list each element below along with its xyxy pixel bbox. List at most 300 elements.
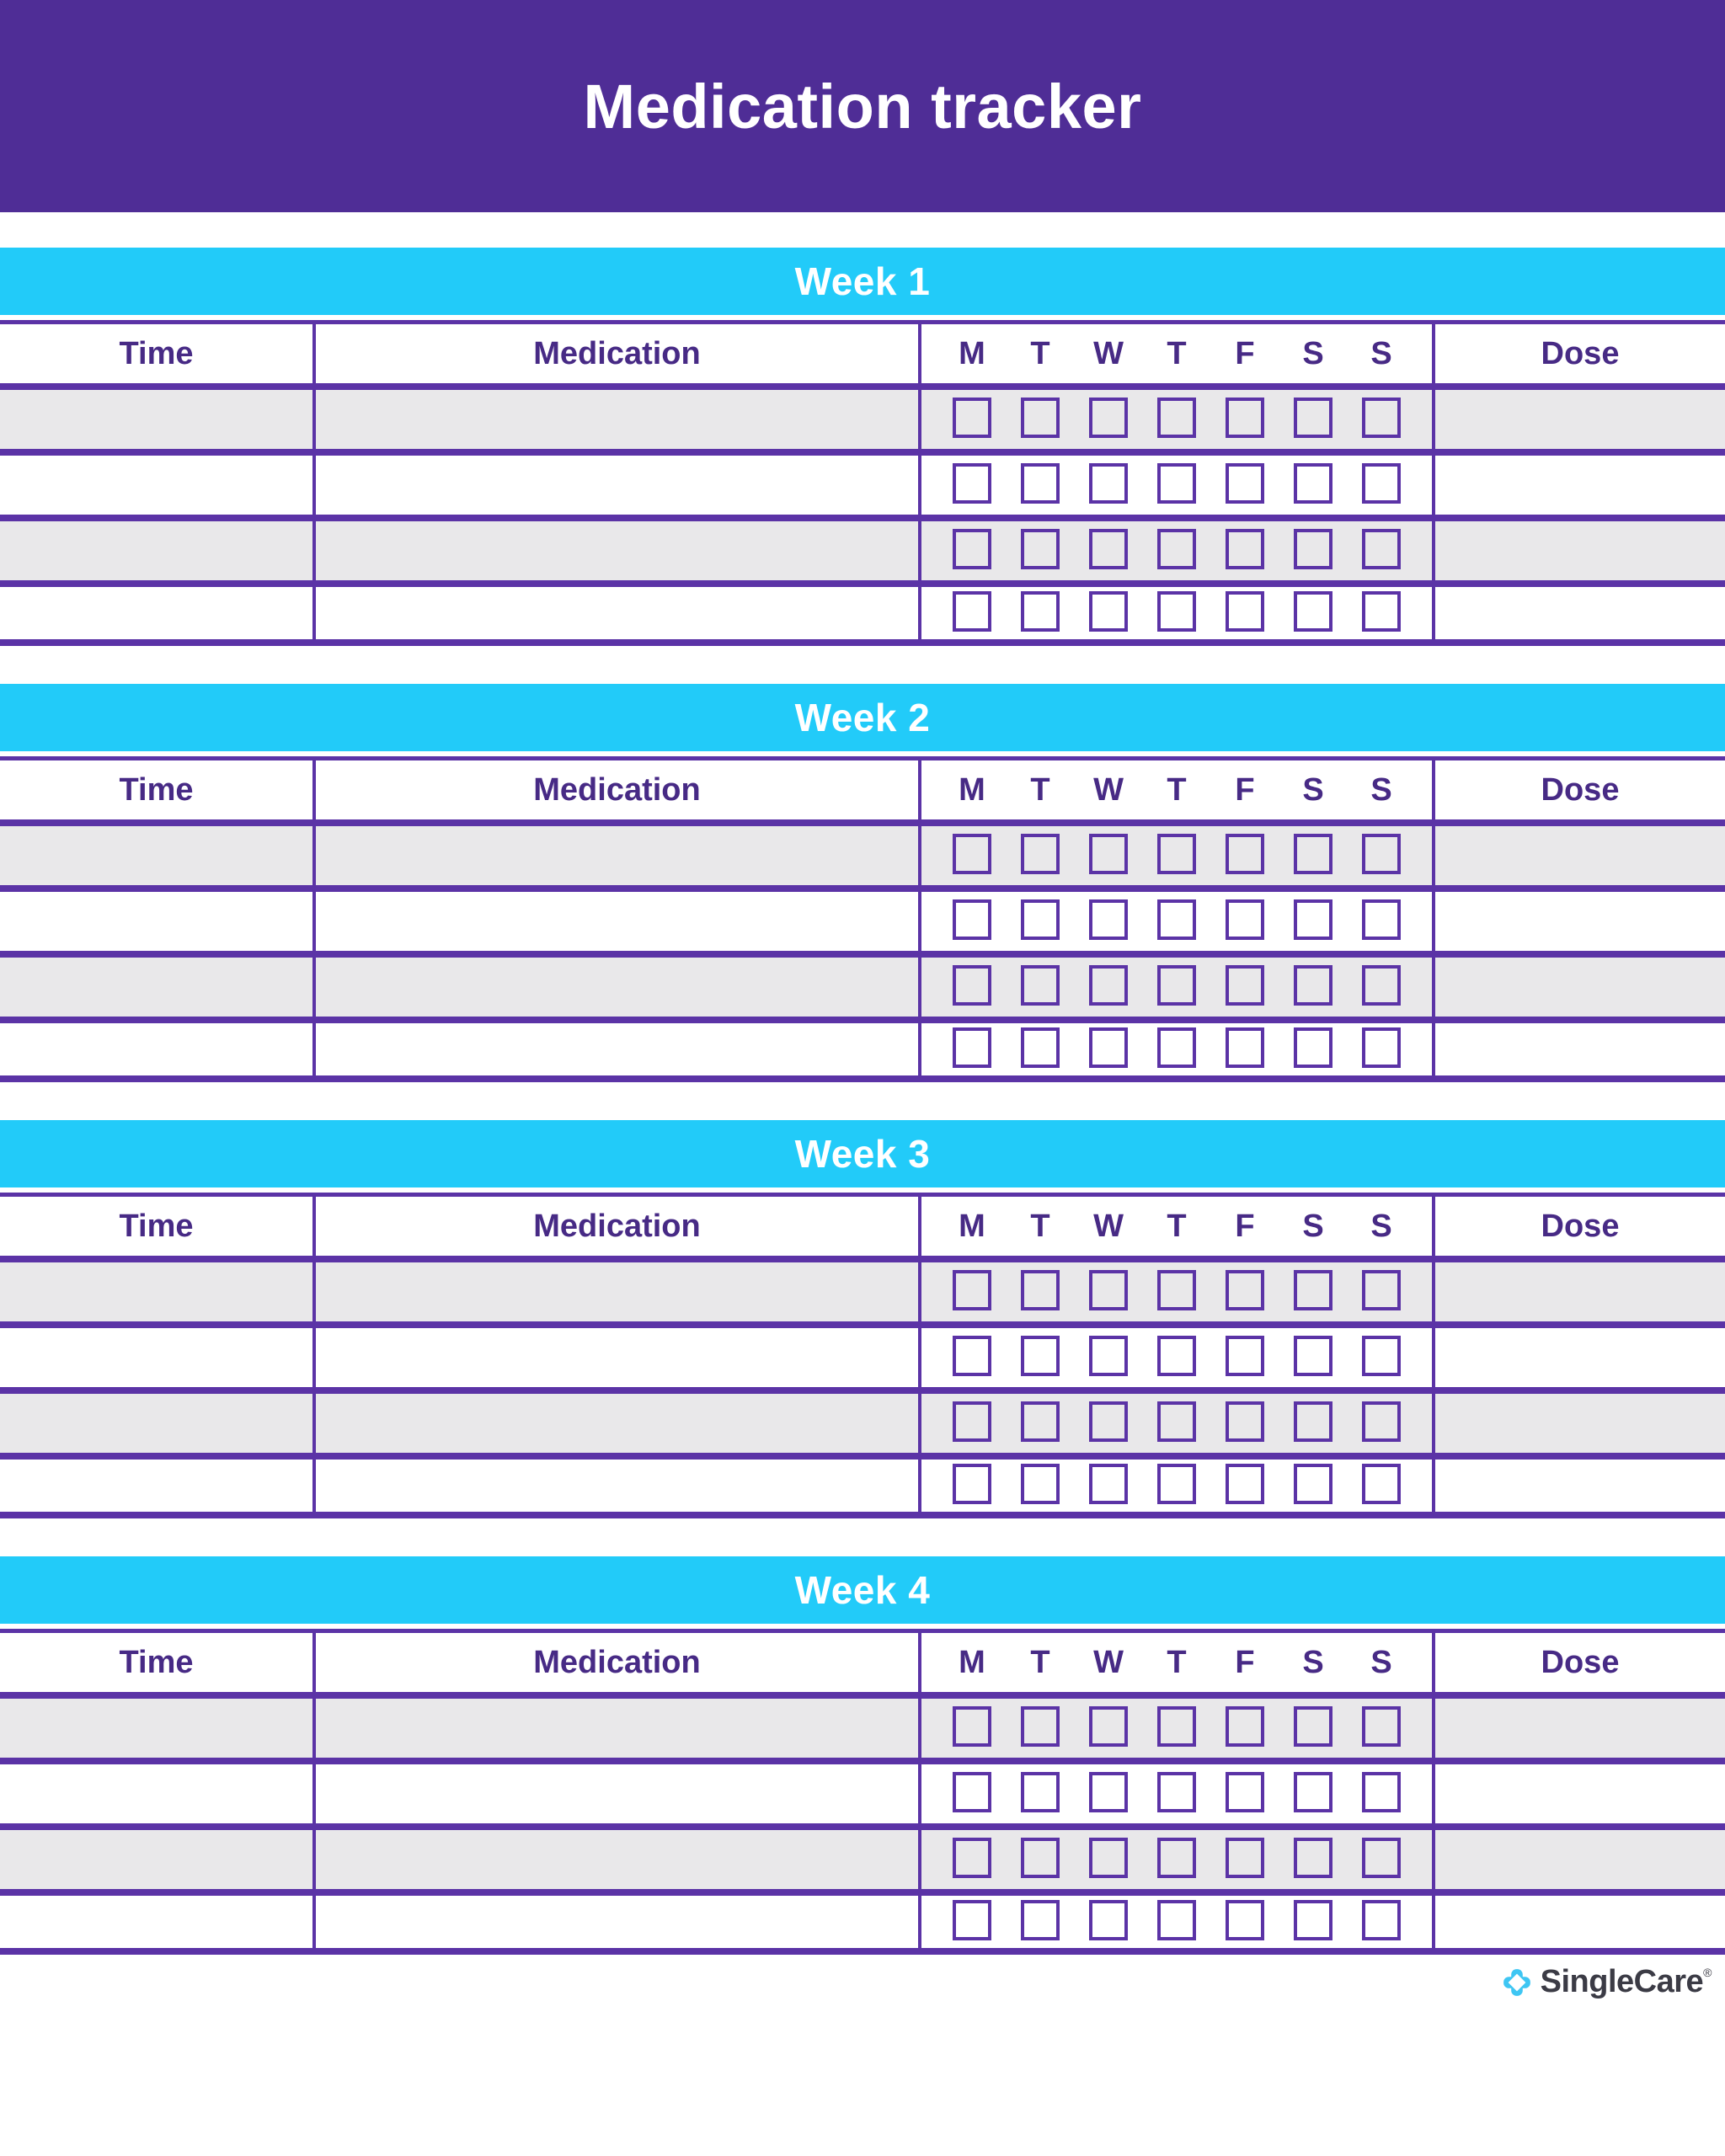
week-section — [0, 1120, 1725, 1518]
medication-table — [0, 1193, 1725, 1518]
day-checkbox-saturday[interactable] — [1294, 1270, 1332, 1310]
time-cell[interactable] — [0, 892, 316, 951]
day-checkbox-wednesday[interactable] — [1089, 591, 1128, 632]
checkbox-slot — [1348, 903, 1416, 940]
day-letter-friday: F — [1235, 1644, 1255, 1680]
checkbox-slot — [1143, 969, 1211, 1006]
checkbox-slot — [938, 1273, 1007, 1310]
checkbox-slot — [1007, 1841, 1075, 1878]
singlecare-logo-text — [1541, 1964, 1712, 2000]
time-cell[interactable] — [0, 1830, 316, 1889]
checkbox-slot — [1143, 1710, 1211, 1747]
medication-cell[interactable] — [316, 390, 921, 449]
checkbox-slot — [1143, 1775, 1211, 1812]
checkbox-slot — [1075, 837, 1143, 874]
day-checkbox-sunday[interactable] — [1362, 529, 1401, 569]
day-checkbox-wednesday[interactable] — [1089, 1270, 1128, 1310]
checkbox-slot — [938, 1031, 1007, 1068]
dose-cell[interactable] — [1435, 1023, 1725, 1075]
day-checkbox-wednesday[interactable] — [1089, 1401, 1128, 1442]
table-row — [0, 1453, 1725, 1518]
time-cell[interactable] — [0, 826, 316, 885]
checkbox-slot — [1075, 1405, 1143, 1442]
checkbox-slot — [1279, 1339, 1348, 1376]
day-checkbox-group — [921, 1023, 1435, 1075]
day-checkbox-group — [921, 958, 1435, 1017]
checkbox-slot — [1279, 595, 1348, 632]
checkbox-slot — [1143, 1273, 1211, 1310]
day-checkbox-thursday[interactable] — [1157, 591, 1196, 632]
day-checkbox-group — [921, 1262, 1435, 1321]
day-checkbox-monday[interactable] — [953, 591, 991, 632]
checkbox-slot — [938, 1841, 1007, 1878]
day-checkbox-sunday[interactable] — [1362, 1900, 1401, 1940]
day-checkbox-friday[interactable] — [1226, 1464, 1264, 1504]
medication-cell[interactable] — [316, 1699, 921, 1758]
medication-column-header-cell — [316, 760, 921, 819]
checkbox-slot — [1211, 1405, 1279, 1442]
checkbox-slot — [1143, 532, 1211, 569]
day-checkbox-sunday[interactable] — [1362, 1336, 1401, 1376]
checkbox-slot — [938, 969, 1007, 1006]
medication-cell[interactable] — [316, 456, 921, 515]
checkbox-slot — [938, 1339, 1007, 1376]
day-checkbox-tuesday[interactable] — [1021, 1336, 1060, 1376]
checkbox-slot — [1211, 1841, 1279, 1878]
day-checkbox-monday[interactable] — [953, 899, 991, 940]
checkbox-slot — [1075, 1467, 1143, 1504]
day-checkbox-saturday[interactable] — [1294, 1336, 1332, 1376]
table-row — [0, 1017, 1725, 1082]
day-checkbox-saturday[interactable] — [1294, 1838, 1332, 1878]
dose-cell[interactable] — [1435, 1460, 1725, 1512]
day-checkbox-wednesday[interactable] — [1089, 1027, 1128, 1068]
day-letter-tuesday: T — [1030, 1644, 1050, 1680]
day-checkbox-friday[interactable] — [1226, 1270, 1264, 1310]
day-checkbox-tuesday[interactable] — [1021, 965, 1060, 1006]
checkbox-slot — [1348, 969, 1416, 1006]
day-checkbox-wednesday[interactable] — [1089, 1336, 1128, 1376]
time-cell[interactable] — [0, 390, 316, 449]
checkbox-slot — [938, 1467, 1007, 1504]
checkbox-slot — [1211, 1903, 1279, 1940]
checkbox-slot — [1075, 1903, 1143, 1940]
medication-cell[interactable] — [316, 1394, 921, 1453]
day-checkbox-monday[interactable] — [953, 1270, 991, 1310]
day-checkbox-wednesday[interactable] — [1089, 899, 1128, 940]
day-checkbox-monday[interactable] — [953, 965, 991, 1006]
medication-cell[interactable] — [316, 1328, 921, 1387]
day-checkbox-saturday[interactable] — [1294, 529, 1332, 569]
table-row — [0, 383, 1725, 449]
day-checkbox-saturday[interactable] — [1294, 1027, 1332, 1068]
day-checkbox-tuesday[interactable] — [1021, 1464, 1060, 1504]
dose-cell[interactable] — [1435, 1764, 1725, 1823]
day-checkbox-monday[interactable] — [953, 1706, 991, 1747]
day-checkbox-saturday[interactable] — [1294, 398, 1332, 438]
day-checkbox-wednesday[interactable] — [1089, 1838, 1128, 1878]
day-checkbox-friday[interactable] — [1226, 1772, 1264, 1812]
day-letter-sunday: S — [1370, 335, 1392, 371]
day-checkbox-sunday[interactable] — [1362, 1401, 1401, 1442]
page-header-banner — [0, 0, 1725, 212]
day-checkbox-sunday[interactable] — [1362, 899, 1401, 940]
day-checkbox-group — [921, 1764, 1435, 1823]
day-checkbox-thursday[interactable] — [1157, 529, 1196, 569]
checkbox-slot — [1075, 467, 1143, 504]
checkbox-slot — [1348, 532, 1416, 569]
medication-cell[interactable] — [316, 958, 921, 1017]
checkbox-slot — [1007, 532, 1075, 569]
day-checkbox-saturday[interactable] — [1294, 1900, 1332, 1940]
checkbox-slot — [1211, 1031, 1279, 1068]
day-checkbox-sunday[interactable] — [1362, 398, 1401, 438]
registered-trademark: ® — [1703, 1966, 1712, 1979]
medication-cell[interactable] — [316, 826, 921, 885]
day-letter-wednesday: W — [1093, 335, 1124, 371]
table-row — [0, 449, 1725, 515]
day-checkbox-friday[interactable] — [1226, 398, 1264, 438]
table-row — [0, 1823, 1725, 1889]
time-column-header-cell — [0, 1633, 316, 1692]
day-checkbox-tuesday[interactable] — [1021, 1772, 1060, 1812]
checkbox-slot — [1279, 1031, 1348, 1068]
day-checkbox-sunday[interactable] — [1362, 463, 1401, 504]
dose-cell[interactable] — [1435, 1328, 1725, 1387]
week-title-bar — [0, 684, 1725, 751]
day-checkbox-friday[interactable] — [1226, 463, 1264, 504]
day-letter-tuesday: T — [1030, 771, 1050, 808]
checkbox-slot — [1348, 1405, 1416, 1442]
medication-cell[interactable] — [316, 521, 921, 580]
week-title-bar — [0, 1556, 1725, 1624]
day-checkbox-sunday[interactable] — [1362, 834, 1401, 874]
table-row — [0, 1889, 1725, 1955]
day-checkbox-monday[interactable] — [953, 1336, 991, 1376]
checkbox-slot — [1348, 401, 1416, 438]
day-letter-friday: F — [1235, 335, 1255, 371]
checkbox-slot — [1279, 1710, 1348, 1747]
day-checkbox-thursday[interactable] — [1157, 1464, 1196, 1504]
day-checkbox-wednesday[interactable] — [1089, 463, 1128, 504]
day-checkbox-saturday[interactable] — [1294, 899, 1332, 940]
day-checkbox-wednesday[interactable] — [1089, 1464, 1128, 1504]
day-checkbox-saturday[interactable] — [1294, 1706, 1332, 1747]
checkbox-slot — [1211, 1339, 1279, 1376]
day-checkbox-monday[interactable] — [953, 1772, 991, 1812]
day-checkbox-friday[interactable] — [1226, 1838, 1264, 1878]
time-cell[interactable] — [0, 1699, 316, 1758]
time-cell[interactable] — [0, 958, 316, 1017]
day-letter-saturday: S — [1302, 771, 1324, 808]
day-checkbox-tuesday[interactable] — [1021, 1706, 1060, 1747]
day-checkbox-group — [921, 826, 1435, 885]
day-letter-thursday: T — [1167, 1644, 1187, 1680]
day-checkbox-thursday[interactable] — [1157, 1401, 1196, 1442]
day-checkbox-sunday[interactable] — [1362, 1027, 1401, 1068]
checkbox-slot — [1143, 1903, 1211, 1940]
day-checkbox-thursday[interactable] — [1157, 1336, 1196, 1376]
time-cell[interactable] — [0, 1023, 316, 1075]
dose-column-header-cell — [1435, 760, 1725, 819]
checkbox-slot — [1007, 401, 1075, 438]
day-checkbox-thursday[interactable] — [1157, 463, 1196, 504]
week-title: Week 1 — [794, 259, 931, 303]
table-row — [0, 1256, 1725, 1321]
checkbox-slot — [1143, 1405, 1211, 1442]
dose-cell[interactable] — [1435, 521, 1725, 580]
table-header-row — [0, 1633, 1725, 1692]
medication-column-header: Medication — [533, 1208, 701, 1244]
day-checkbox-wednesday[interactable] — [1089, 834, 1128, 874]
checkbox-slot — [1075, 969, 1143, 1006]
checkbox-slot — [938, 1775, 1007, 1812]
day-checkbox-friday[interactable] — [1226, 529, 1264, 569]
day-letter-thursday: T — [1167, 771, 1187, 808]
table-row — [0, 1321, 1725, 1387]
medication-cell[interactable] — [316, 1460, 921, 1512]
table-row — [0, 1692, 1725, 1758]
day-checkbox-thursday[interactable] — [1157, 1772, 1196, 1812]
checkbox-slot — [1348, 1339, 1416, 1376]
day-checkbox-friday[interactable] — [1226, 834, 1264, 874]
day-checkbox-saturday[interactable] — [1294, 591, 1332, 632]
day-letters-header-cell — [921, 1197, 1435, 1256]
checkbox-slot — [1348, 595, 1416, 632]
medication-column-header: Medication — [533, 1644, 701, 1680]
time-cell[interactable] — [0, 587, 316, 639]
checkbox-slot — [1007, 1710, 1075, 1747]
day-checkbox-group — [921, 892, 1435, 951]
day-checkbox-friday[interactable] — [1226, 899, 1264, 940]
day-checkbox-tuesday[interactable] — [1021, 1027, 1060, 1068]
day-checkbox-monday[interactable] — [953, 1027, 991, 1068]
day-checkbox-sunday[interactable] — [1362, 965, 1401, 1006]
week-section — [0, 248, 1725, 646]
day-letters-header-cell — [921, 324, 1435, 383]
time-column-header-cell — [0, 1197, 316, 1256]
checkbox-slot — [1348, 1031, 1416, 1068]
week-title: Week 3 — [794, 1132, 931, 1176]
checkbox-slot — [1211, 401, 1279, 438]
day-checkbox-monday[interactable] — [953, 834, 991, 874]
day-checkbox-monday[interactable] — [953, 1900, 991, 1940]
day-checkbox-wednesday[interactable] — [1089, 529, 1128, 569]
dose-cell[interactable] — [1435, 958, 1725, 1017]
checkbox-slot — [1075, 1339, 1143, 1376]
dose-cell[interactable] — [1435, 1262, 1725, 1321]
checkbox-slot — [1279, 1903, 1348, 1940]
day-letter-wednesday: W — [1093, 771, 1124, 808]
dose-cell[interactable] — [1435, 892, 1725, 951]
day-checkbox-sunday[interactable] — [1362, 1838, 1401, 1878]
day-checkbox-thursday[interactable] — [1157, 834, 1196, 874]
day-checkbox-wednesday[interactable] — [1089, 965, 1128, 1006]
checkbox-slot — [1007, 467, 1075, 504]
day-checkbox-thursday[interactable] — [1157, 398, 1196, 438]
dose-column-header-cell — [1435, 324, 1725, 383]
brand-name: SingleCare — [1540, 1964, 1704, 1999]
day-checkbox-group — [921, 521, 1435, 580]
day-checkbox-monday[interactable] — [953, 398, 991, 438]
day-checkbox-saturday[interactable] — [1294, 965, 1332, 1006]
time-cell[interactable] — [0, 1764, 316, 1823]
dose-cell[interactable] — [1435, 1394, 1725, 1453]
table-row — [0, 515, 1725, 580]
day-checkbox-tuesday[interactable] — [1021, 1270, 1060, 1310]
checkbox-slot — [1211, 969, 1279, 1006]
day-letter-friday: F — [1235, 1208, 1255, 1244]
dose-column-header: Dose — [1541, 771, 1620, 808]
medication-cell[interactable] — [316, 1262, 921, 1321]
medication-cell[interactable] — [316, 1764, 921, 1823]
table-row — [0, 951, 1725, 1017]
medication-cell[interactable] — [316, 1896, 921, 1948]
time-column-header: Time — [119, 1644, 194, 1680]
time-cell[interactable] — [0, 456, 316, 515]
day-checkbox-tuesday[interactable] — [1021, 529, 1060, 569]
time-column-header: Time — [119, 1208, 194, 1244]
medication-table — [0, 1629, 1725, 1955]
time-column-header-cell — [0, 324, 316, 383]
day-checkbox-sunday[interactable] — [1362, 1270, 1401, 1310]
table-row — [0, 1387, 1725, 1453]
day-checkbox-sunday[interactable] — [1362, 1772, 1401, 1812]
checkbox-slot — [1348, 1467, 1416, 1504]
day-checkbox-monday[interactable] — [953, 1401, 991, 1442]
checkbox-slot — [938, 532, 1007, 569]
time-cell[interactable] — [0, 1896, 316, 1948]
time-cell[interactable] — [0, 1460, 316, 1512]
day-checkbox-thursday[interactable] — [1157, 1027, 1196, 1068]
day-checkbox-group — [921, 456, 1435, 515]
dose-cell[interactable] — [1435, 587, 1725, 639]
checkbox-slot — [1007, 903, 1075, 940]
day-checkbox-friday[interactable] — [1226, 1336, 1264, 1376]
checkbox-slot — [1211, 532, 1279, 569]
checkbox-slot — [938, 467, 1007, 504]
checkbox-slot — [1211, 903, 1279, 940]
day-checkbox-monday[interactable] — [953, 463, 991, 504]
dose-cell[interactable] — [1435, 1830, 1725, 1889]
checkbox-slot — [1143, 837, 1211, 874]
day-letter-friday: F — [1235, 771, 1255, 808]
day-checkbox-saturday[interactable] — [1294, 1772, 1332, 1812]
day-checkbox-tuesday[interactable] — [1021, 1401, 1060, 1442]
day-checkbox-thursday[interactable] — [1157, 899, 1196, 940]
day-checkbox-saturday[interactable] — [1294, 1401, 1332, 1442]
day-checkbox-thursday[interactable] — [1157, 1900, 1196, 1940]
dose-cell[interactable] — [1435, 456, 1725, 515]
day-checkbox-friday[interactable] — [1226, 1027, 1264, 1068]
checkbox-slot — [1279, 1841, 1348, 1878]
day-checkbox-sunday[interactable] — [1362, 1706, 1401, 1747]
checkbox-slot — [1279, 1467, 1348, 1504]
day-checkbox-group — [921, 1830, 1435, 1889]
dose-cell[interactable] — [1435, 1699, 1725, 1758]
dose-cell[interactable] — [1435, 826, 1725, 885]
time-cell[interactable] — [0, 1262, 316, 1321]
day-checkbox-saturday[interactable] — [1294, 834, 1332, 874]
dose-cell[interactable] — [1435, 1896, 1725, 1948]
checkbox-slot — [1007, 1903, 1075, 1940]
day-checkbox-group — [921, 587, 1435, 639]
dose-cell[interactable] — [1435, 390, 1725, 449]
day-checkbox-friday[interactable] — [1226, 965, 1264, 1006]
table-header-row — [0, 1197, 1725, 1256]
checkbox-slot — [1143, 401, 1211, 438]
day-checkbox-wednesday[interactable] — [1089, 398, 1128, 438]
day-checkbox-thursday[interactable] — [1157, 965, 1196, 1006]
day-checkbox-tuesday[interactable] — [1021, 834, 1060, 874]
day-checkbox-tuesday[interactable] — [1021, 1838, 1060, 1878]
table-row — [0, 1758, 1725, 1823]
day-checkbox-saturday[interactable] — [1294, 1464, 1332, 1504]
checkbox-slot — [1348, 1775, 1416, 1812]
checkbox-slot — [1279, 903, 1348, 940]
day-checkbox-monday[interactable] — [953, 529, 991, 569]
medication-table — [0, 756, 1725, 1082]
day-checkbox-friday[interactable] — [1226, 1401, 1264, 1442]
checkbox-slot — [1143, 595, 1211, 632]
checkbox-slot — [938, 903, 1007, 940]
medication-cell[interactable] — [316, 587, 921, 639]
day-checkbox-friday[interactable] — [1226, 1900, 1264, 1940]
day-checkbox-sunday[interactable] — [1362, 1464, 1401, 1504]
day-checkbox-thursday[interactable] — [1157, 1838, 1196, 1878]
day-checkbox-friday[interactable] — [1226, 591, 1264, 632]
time-cell[interactable] — [0, 521, 316, 580]
day-checkbox-sunday[interactable] — [1362, 591, 1401, 632]
time-cell[interactable] — [0, 1328, 316, 1387]
checkbox-slot — [1279, 1273, 1348, 1310]
medication-cell[interactable] — [316, 1023, 921, 1075]
day-checkbox-tuesday[interactable] — [1021, 1900, 1060, 1940]
checkbox-slot — [1007, 969, 1075, 1006]
day-checkbox-tuesday[interactable] — [1021, 463, 1060, 504]
checkbox-slot — [1211, 1710, 1279, 1747]
table-row — [0, 580, 1725, 646]
day-letter-sunday: S — [1370, 771, 1392, 808]
checkbox-slot — [938, 1903, 1007, 1940]
dose-column-header-cell — [1435, 1197, 1725, 1256]
day-checkbox-tuesday[interactable] — [1021, 591, 1060, 632]
checkbox-slot — [1075, 401, 1143, 438]
day-checkbox-monday[interactable] — [953, 1838, 991, 1878]
day-checkbox-saturday[interactable] — [1294, 463, 1332, 504]
checkbox-slot — [938, 1710, 1007, 1747]
time-cell[interactable] — [0, 1394, 316, 1453]
medication-cell[interactable] — [316, 1830, 921, 1889]
day-checkbox-tuesday[interactable] — [1021, 899, 1060, 940]
footer — [0, 1955, 1725, 2009]
day-checkbox-thursday[interactable] — [1157, 1270, 1196, 1310]
day-checkbox-thursday[interactable] — [1157, 1706, 1196, 1747]
day-checkbox-tuesday[interactable] — [1021, 398, 1060, 438]
day-checkbox-monday[interactable] — [953, 1464, 991, 1504]
checkbox-slot — [1279, 1405, 1348, 1442]
day-checkbox-friday[interactable] — [1226, 1706, 1264, 1747]
week-section — [0, 1556, 1725, 1955]
day-letter-monday: M — [959, 1208, 985, 1244]
day-checkbox-group — [921, 1394, 1435, 1453]
day-checkbox-wednesday[interactable] — [1089, 1772, 1128, 1812]
day-letters-header-cell — [921, 760, 1435, 819]
singlecare-cross-icon — [1503, 1968, 1531, 1997]
day-checkbox-wednesday[interactable] — [1089, 1900, 1128, 1940]
medication-cell[interactable] — [316, 892, 921, 951]
day-checkbox-wednesday[interactable] — [1089, 1706, 1128, 1747]
